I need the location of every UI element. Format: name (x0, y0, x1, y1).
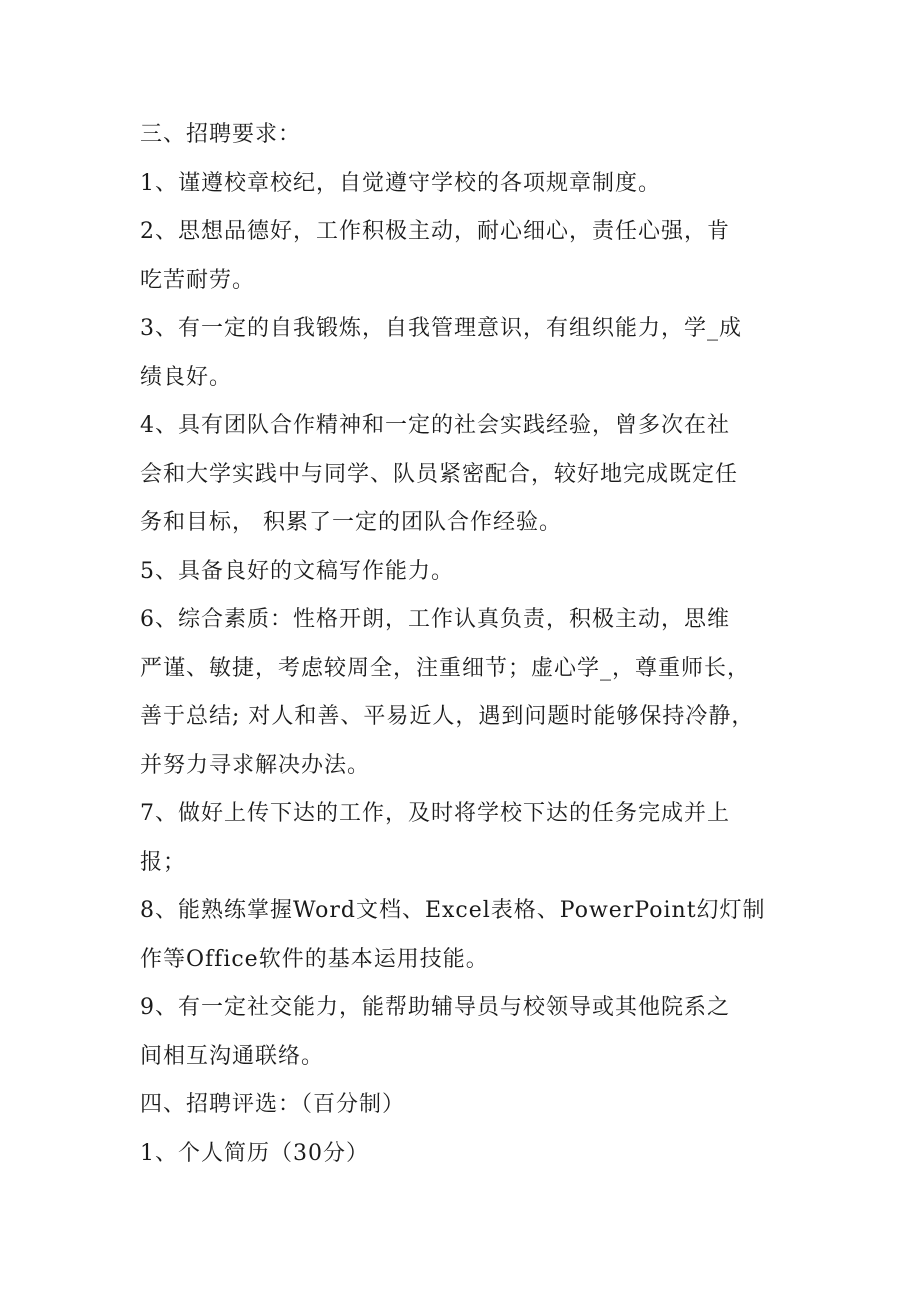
requirement-7-line-2: 报； (140, 849, 187, 875)
requirement-8-line-1: 8、能熟练掌握Word文档、Excel表格、PowerPoint幻灯制 (140, 898, 766, 923)
requirement-3-line-1: 3、有一定的自我锻炼，自我管理意识，有组织能力，学_成 (140, 316, 742, 341)
section-heading-evaluation: 四、招聘评选：（百分制） (140, 1092, 406, 1117)
requirement-6-line-4: 并努力寻求解决办法。 (140, 752, 371, 778)
section-heading-requirements: 三、招聘要求： (140, 122, 302, 147)
requirement-8-line-2: 作等Office软件的基本运用技能。 (140, 946, 489, 972)
requirement-3-line-2: 绩良好。 (140, 364, 233, 390)
requirement-1: 1、谨遵校章校纪，自觉遵守学校的各项规章制度。 (140, 170, 661, 196)
requirement-4-line-3: 务和目标， 积累了一定的团队合作经验。 (140, 510, 562, 535)
requirement-2-line-2: 吃苦耐劳。 (140, 267, 256, 293)
document-body (140, 111, 790, 1178)
requirement-9-line-2: 间相互沟通联络。 (140, 1043, 325, 1069)
requirement-6-line-1: 6、综合素质：性格开朗，工作认真负责，积极主动，思维 (140, 607, 730, 632)
requirement-4-line-1: 4、具有团队合作精神和一定的社会实践经验，曾多次在社 (140, 413, 730, 438)
requirement-5: 5、具备良好的文稿写作能力。 (140, 558, 454, 584)
requirement-9-line-1: 9、有一定社交能力，能帮助辅导员与校领导或其他院系之 (140, 995, 730, 1020)
requirement-6-line-3: 善于总结; 对人和善、平易近人，遇到问题时能够保持冷静， (140, 704, 755, 729)
requirement-6-line-2: 严谨、敏捷，考虑较周全，注重细节；虚心学_，尊重师长， (140, 655, 751, 681)
requirement-4-line-2: 会和大学实践中与同学、队员紧密配合，较好地完成既定任 (140, 461, 739, 487)
requirement-7-line-1: 7、做好上传下达的工作，及时将学校下达的任务完成并上 (140, 801, 730, 826)
evaluation-item-1: 1、个人简历（30分） (140, 1140, 369, 1166)
requirement-2-line-1: 2、思想品德好，工作积极主动，耐心细心，责任心强，肯 (140, 219, 730, 244)
